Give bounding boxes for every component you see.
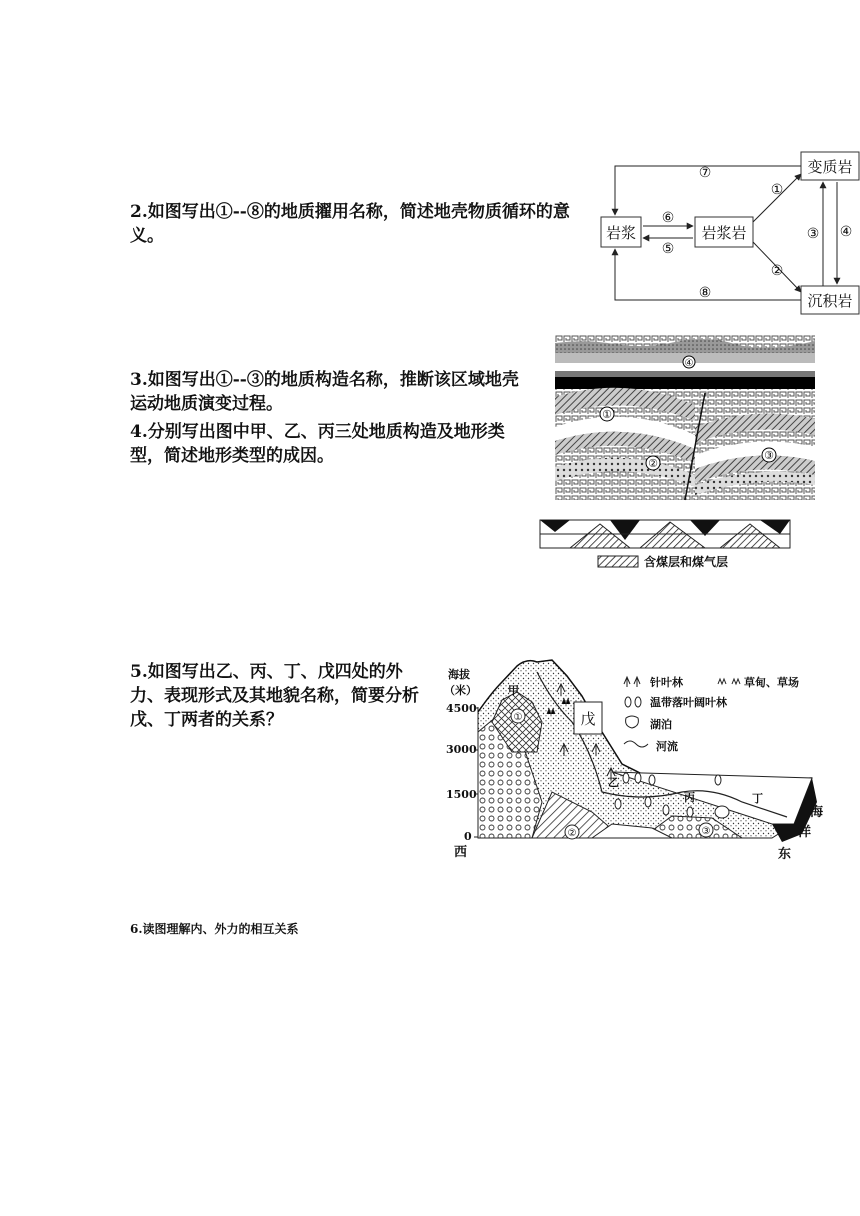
legend-conifer: 针叶林 [650,676,683,689]
tick-1500: 1500 [446,788,477,801]
question-2-text: 2.如图写出①--⑧的地质擢用名称，简述地壳物质循环的意义。 [130,202,570,246]
label-5: ⑤ [661,241,675,257]
strata-label-4: ④ [684,358,694,369]
question-6 [130,920,299,937]
label-8: ⑧ [698,285,712,301]
question-4-text: 4.分别写出图中甲、乙、丙三处地质构造及地形类型，简述地形类型的成因。 [130,422,505,466]
question-3 [130,368,520,416]
elevation-title: 海拔 [448,668,470,681]
question-5 [130,660,435,732]
circle-1: ① [513,712,523,723]
label-bing: 丙 [684,791,695,804]
strata-label-1: ① [602,408,612,421]
label-yi: 乙 [608,776,619,789]
tick-4500: 4500 [446,702,477,715]
coal-strip-diagram [540,518,800,573]
label-sea: 海 [810,805,824,820]
label-wu: 戊 [580,710,596,728]
coal-legend-swatch [598,556,638,567]
label-7: ⑦ [698,165,712,181]
tick-3000: 3000 [446,743,477,756]
question-6-text: 6.读图理解内、外力的相互关系 [130,922,299,936]
label-ocean: 洋 [798,825,812,840]
question-2 [130,200,590,248]
label-4: ④ [839,224,853,240]
metamorphic-label: 变质岩 [807,158,853,176]
legend-grass: 草甸、草场 [744,676,799,689]
legend-river: 河流 [656,740,678,753]
label-6: ⑥ [661,210,675,226]
label-2: ② [770,263,784,279]
label-jia: 甲 [508,684,519,697]
strata-label-2: ② [648,457,658,470]
strata-label-3: ③ [764,449,774,462]
label-east: 东 [778,847,792,862]
landform-diagram [442,652,832,862]
sedimentary-label: 沉积岩 [807,292,853,310]
landform-legend [624,675,799,753]
question-4 [130,420,520,468]
magma-label: 岩浆 [605,224,637,242]
circle-3: ③ [701,826,711,837]
label-west: 西 [454,845,468,860]
elevation-unit: （米） [444,684,477,697]
rock-cycle-diagram [593,150,860,320]
coal-legend-label: 含煤层和煤气层 [644,555,729,569]
question-5-text: 5.如图写出乙、丙、丁、戊四处的外力、表现形式及其地貌名称，简要分析戊、丁两者的关系？ [130,662,419,730]
label-1: ① [770,182,784,198]
label-3: ③ [806,226,820,242]
tick-0: 0 [464,830,472,843]
legend-broadleaf: 温带落叶阔叶林 [650,696,727,709]
strata-diagram [555,335,815,500]
label-ding: 丁 [752,792,763,805]
circle-2: ② [567,828,577,839]
legend-lake: 湖泊 [650,718,672,731]
igneous-label: 岩浆岩 [701,224,747,242]
question-3-text: 3.如图写出①--③的地质构造名称，推断该区域地壳运动地质演变过程。 [130,370,519,414]
